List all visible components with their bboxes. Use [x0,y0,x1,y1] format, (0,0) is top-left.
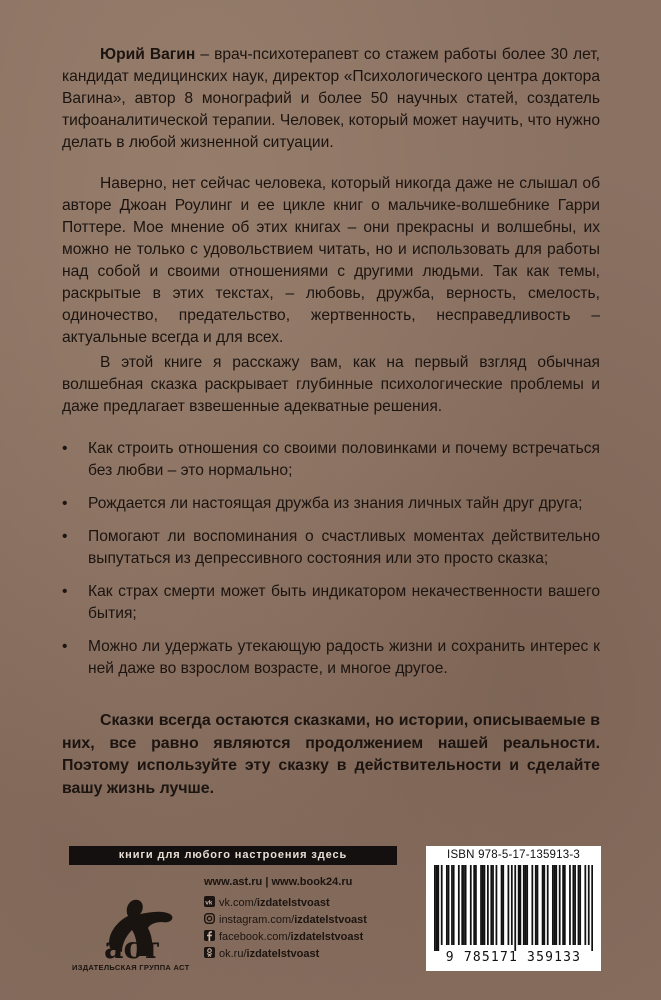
instagram-icon [204,913,215,924]
author-name: Юрий Вагин [100,46,196,63]
bullet-icon: • [62,528,68,545]
list-item-text: Как страх смерти может быть индикатором некачественности вашего бытия; [88,583,600,622]
list-item [62,526,600,570]
bullet-icon: • [62,495,68,512]
bullet-icon: • [62,583,68,600]
contact-ok[interactable]: ok.ru/izdatelstvoast [204,946,404,963]
isbn-barcode [426,846,601,971]
publisher-contacts [204,876,404,963]
publisher-tagline: книги для любого настроения здесь [69,846,397,865]
list-item-text: Рождается ли настоящая дружба из знания личных тайн друг друга; [88,495,583,512]
vk-icon [204,896,215,907]
closing-statement: Сказки всегда остаются сказками, но истории, описываемые в них, все равно являются продолжением нашей реальности. Поэтому используйте эту сказку в действительности и сделайте вашу жизнь лучше. [62,712,600,797]
bullet-icon: • [62,638,68,655]
annotation-paragraph-2: В этой книге я расскажу вам, как на первый взгляд обычная волшебная сказка раскрывает глубинные психологические проблемы и даже предлагает взвешенные адекватные решения. [62,354,600,415]
contact-vk[interactable]: vk vk.com/izdatelstvoast [205,897,330,909]
publisher-label: ИЗДАТЕЛЬСКАЯ ГРУППА АСТ [72,963,190,972]
author-bio-text: – врач-психотерапевт со стажем работы более 30 лет, кандидат медицинских наук, директор «Психологического центра доктора Вагина», автор 8 монографий и более 50 научных статей, создатель тифоаналитической терапии. Человек, который может научить, что нужно делать в любой жизненной ситуации. [62,46,601,151]
list-item [62,581,600,625]
website-links[interactable]: www.ast.ru | www.book24.ru [204,876,353,888]
logo-text: аст [104,931,161,966]
list-item-text: Как строить отношения со своими половинками и почему встречаться без любви – это нормально; [88,440,600,479]
isbn-number: ISBN 978-5-17-135913-3 [447,849,580,861]
annotation-paragraph-1: Наверно, нет сейчас человека, который никогда даже не слышал об авторе Джоан Роулинг и ее цикле книг о мальчике-волшебнике Гарри Поттере. Мое мнение об этих книгах – они прекрасны и волшебны, их можно не только с удовольствием читать, но и использовать для работы над собой и своими отношениями с другими людьми. Так как темы, раскрытые в этих текстах, – любовь, дружба, верность, смелость, одиночество, предательство, жертвенность, несправедливость – актуальные всегда и для всех. [62,175,600,346]
list-item [62,493,600,515]
topics-list [62,438,600,691]
barcode-icon [434,865,593,951]
bullet-icon: • [62,440,68,457]
contact-instagram[interactable]: instagram.com/izdatelstvoast [204,912,404,929]
facebook-icon [204,930,215,941]
list-item-text: Помогают ли воспоминания о счастливых моментах действительно выпутаться из депрессивного состояния или это просто сказка; [88,528,600,567]
author-bio [62,44,600,154]
svg-text:vk: vk [205,899,213,907]
barcode-digits: 9 785171 359133 [445,950,582,965]
list-item-text: Можно ли удержать утекающую радость жизни и сохранить интерес к ней даже во взрослом возрасте, и многое другое. [88,638,600,677]
contact-facebook[interactable]: facebook.com/izdatelstvoast [204,929,404,946]
list-item [62,438,600,482]
list-item [62,636,600,680]
ok-icon [204,947,215,958]
